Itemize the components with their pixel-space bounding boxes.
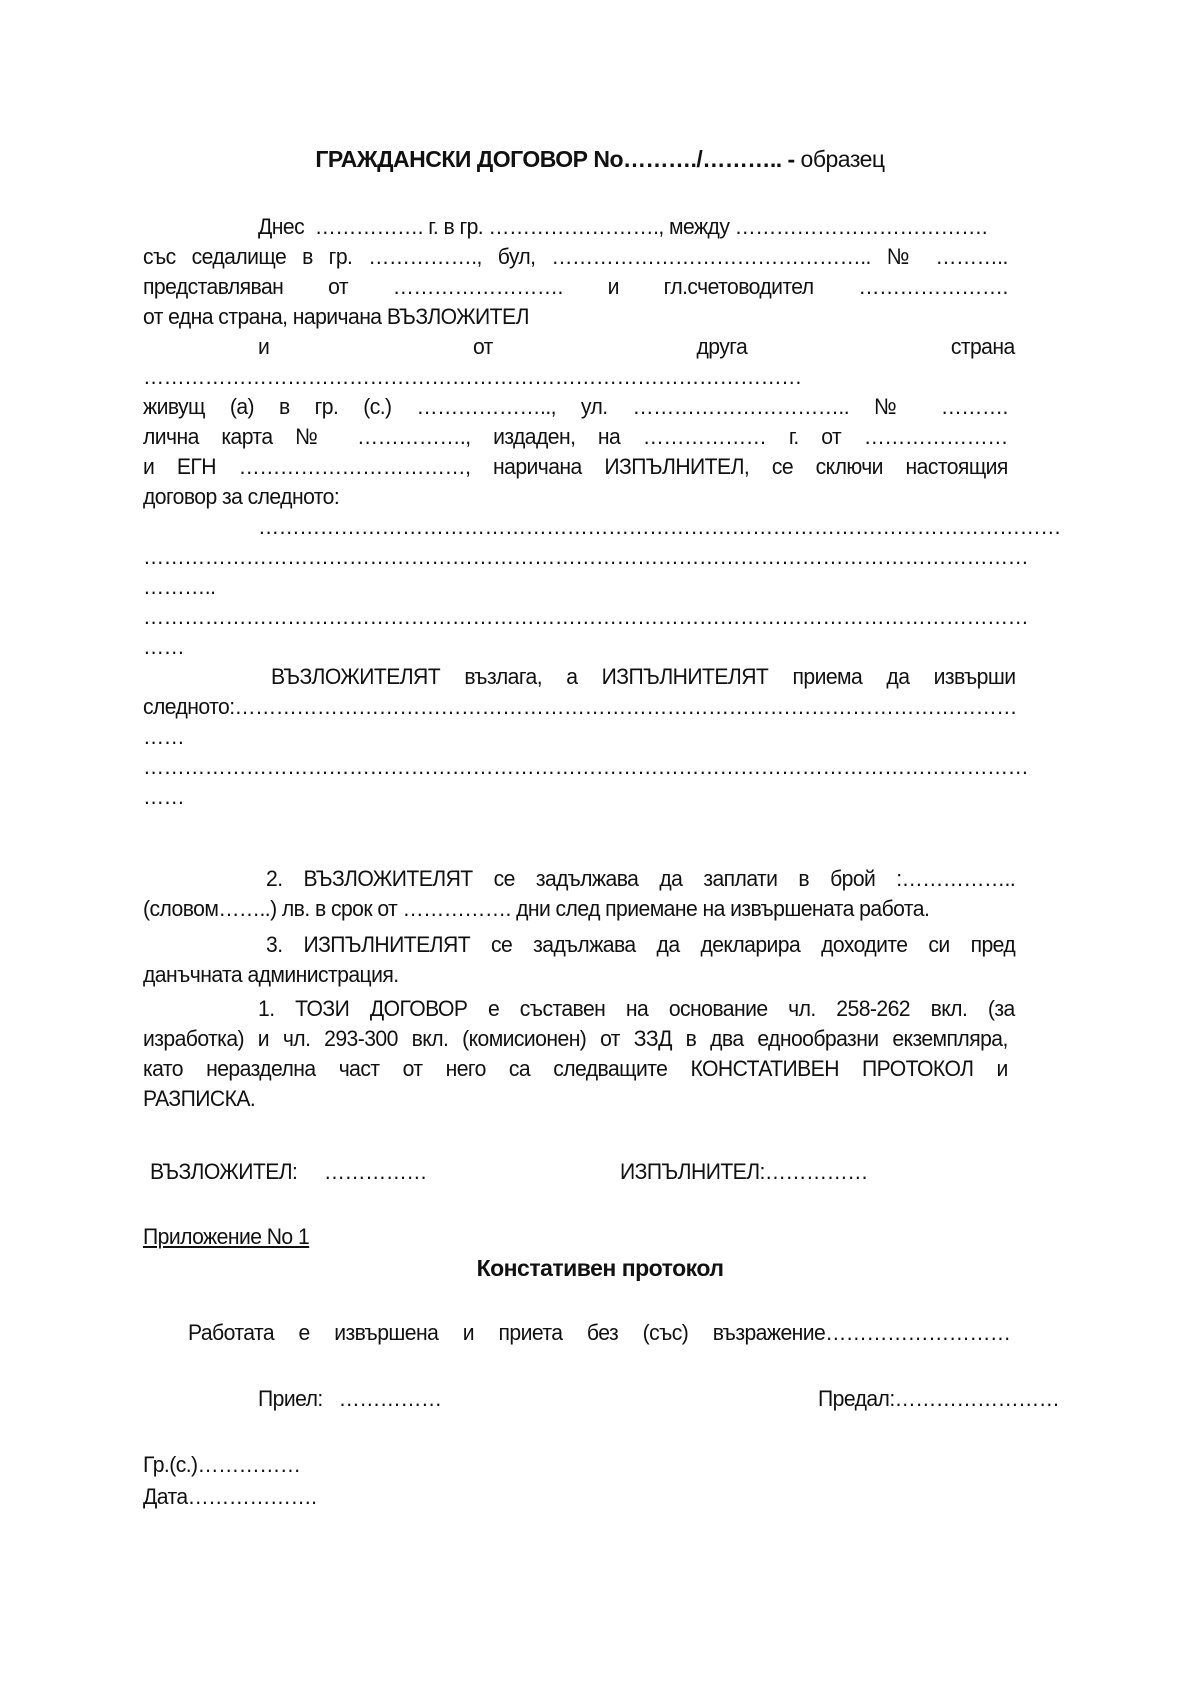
parties-line-9: и ЕГН ……………………………, наричана ИЗПЪЛНИТЕЛ, се сключи настоящия [143,454,1008,479]
place-field: Гр.(с.)…………… [143,1452,301,1477]
parties-line-3: представляван от ……………………. и гл.счетоводител …………………. [143,274,1008,299]
subject-line-2: ………………………………………………………………………………………………………………… [143,544,1029,569]
protocol-heading: Констативен протокол [476,1255,724,1281]
contract-title-suffix: образец [794,146,885,172]
contract-title [0,144,1200,174]
clause-1-line-2: следното:…………………………………………………………………………………………………… [143,694,1017,719]
subject-line-4: ………………………………………………………………………………………………………………… [143,604,1029,629]
clause-4-line-1: 1. ТОЗИ ДОГОВОР е съставен на основание чл. 258-262 вкл. (за [258,996,1015,1021]
parties-line-10: договор за следното: [143,484,340,509]
clause-3-line-1: 3. ИЗПЪЛНИТЕЛЯТ се задължава да декларира доходите си пред [266,932,1016,957]
parties-line-7: живущ (а) в гр. (с.) ……………….., ул. ………………………….. № ………. [143,394,1008,419]
date-field: Дата………………. [143,1484,317,1509]
subject-line-5: …… [143,634,185,659]
received-by: Приел: …………… [258,1386,442,1411]
clause-4-line-4: РАЗПИСКА. [143,1086,256,1111]
contract-title-main: ГРАЖДАНСКИ ДОГОВОР No………./……….. - [315,146,795,172]
clause-4-line-2: изработка) и чл. 293-300 вкл. (комисионен) от ЗЗД в два еднообразни екземпляра, [143,1026,1008,1051]
clause-1-line-4: ………………………………………………………………………………………………………………… [143,754,1029,779]
subject-line-3: ……….. [143,574,216,599]
signature-assignor: ВЪЗЛОЖИТЕЛ: …………… [150,1159,427,1184]
handed-by: Предал:…………………… [818,1386,1060,1411]
clause-1-line-1: ВЪЗЛОЖИТЕЛЯТ възлага, а ИЗПЪЛНИТЕЛЯТ приема да извърши [271,664,1016,689]
parties-line-4: от една страна, наричана ВЪЗЛОЖИТЕЛ [143,304,529,329]
protocol-statement: Работата е извършена и приета без (със) възражение……………………… [188,1320,1011,1345]
parties-line-1: Днес ……………. г. в гр. ……………………., между ………………………………. [258,214,988,239]
clause-2-line-1: 2. ВЪЗЛОЖИТЕЛЯТ се задължава да заплати в брой :…………….. [266,866,1016,891]
clause-3-line-2: данъчната администрация. [143,962,399,987]
parties-line-2: със седалище в гр. ……………., бул, ……………………………………….. № ……….. [143,244,1008,269]
clause-4-line-3: като неразделна част от него са следващите КОНСТАТИВЕН ПРОТОКОЛ и [143,1056,1008,1081]
clause-1-line-5: …… [143,784,185,809]
annex-label: Приложение No 1 [143,1224,310,1249]
signature-contractor: ИЗПЪЛНИТЕЛ:…………… [620,1159,868,1184]
parties-line-8: лична карта № ……………., издаден, на ……………… г. от ………………… [143,424,1008,449]
clause-1-line-3: …… [143,724,185,749]
subject-line-1: ……………………………………………………………………………………………………… [258,514,1061,539]
clause-2-line-2: (словом……..) лв. в срок от ……………. дни след приемане на извършената работа. [143,896,930,921]
parties-line-6: …………………………………………………………………………………… [143,364,802,389]
parties-line-5: и от друга страна [258,334,1015,359]
